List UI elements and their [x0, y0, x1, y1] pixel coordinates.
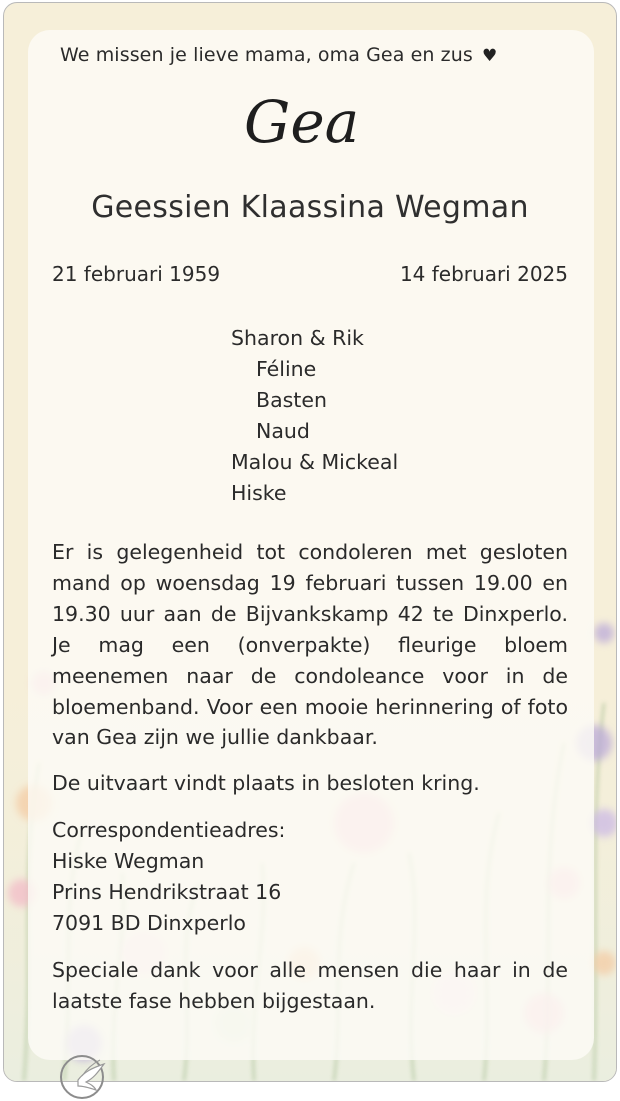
- nickname-text: Gea: [244, 88, 360, 156]
- family-member: Basten: [256, 388, 327, 412]
- dove-icon: [56, 1050, 112, 1100]
- correspondence-address: [52, 815, 568, 939]
- birth-date: 21 februari 1959: [52, 262, 221, 286]
- heart-icon: ♥: [482, 46, 498, 66]
- address-heading: Correspondentieadres:: [52, 818, 286, 842]
- dedication-text: We missen je lieve mama, oma Gea en zus: [60, 44, 473, 66]
- address-street: Prins Hendrikstraat 16: [52, 879, 282, 904]
- thanks-paragraph: Speciale dank voor alle mensen die haar in de laatste fase hebben bijgestaan.: [52, 958, 568, 1013]
- full-name: Geessien Klaassina Wegman: [91, 190, 529, 225]
- nickname-script: [242, 80, 382, 172]
- dedication-line: [60, 44, 497, 66]
- funeral-paragraph: De uitvaart vindt plaats in besloten kring.: [52, 771, 480, 795]
- address-city: 7091 BD Dinxperlo: [52, 910, 246, 935]
- family-member: Sharon & Rik: [231, 326, 364, 350]
- family-member: Naud: [256, 419, 310, 443]
- family-member: Féline: [256, 357, 317, 381]
- family-member: Malou & Mickeal: [231, 450, 399, 474]
- family-member: Hiske: [231, 481, 287, 505]
- family-list: [231, 323, 398, 509]
- death-date: 14 februari 2025: [399, 262, 568, 286]
- condolence-paragraph: Er is gelegenheid tot condoleren met gesloten mand op woensdag 19 februari tussen 19.00 en 19.30 uur aan de Bijvankskamp 42 te Dinxperlo. Je mag een (onverpakte) fleurige bloem meenemen naar de condoleance voor in de bloemenband. Voor een mooie herinnering of foto van Gea zijn we jullie dankbaar.: [52, 540, 568, 750]
- address-name: Hiske Wegman: [52, 848, 205, 873]
